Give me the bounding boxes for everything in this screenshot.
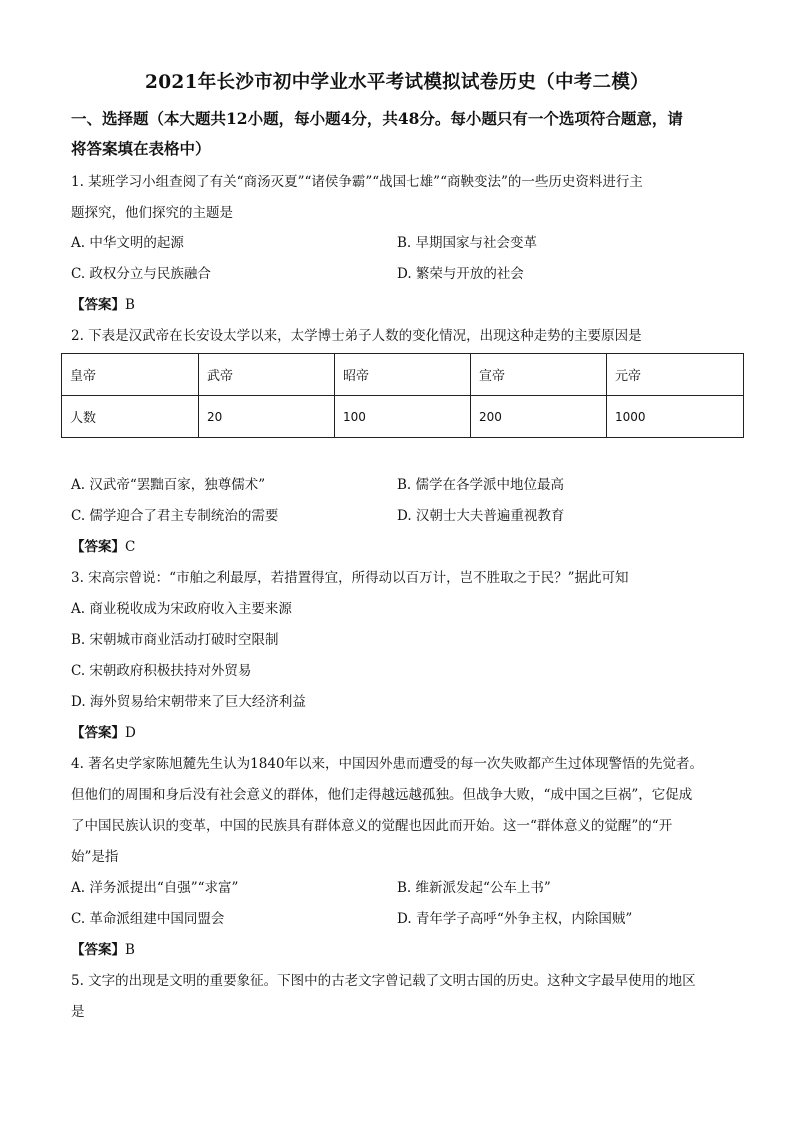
table-cell: 200	[471, 396, 607, 438]
table-header-cell: 昭帝	[335, 354, 471, 396]
q1-option-d: D. 繁荣与开放的社会	[397, 266, 524, 282]
q1-answer-value: B	[125, 297, 135, 313]
q4-stem-line3: 了中国民族认识的变革，中国的民族具有群体意义的觉醒也因此而开始。这一“群体意义的觉醒”的“开	[71, 818, 673, 834]
q3-stem-line1: 3. 宋高宗曾说：“市舶之利最厚，若措置得宜，所得动以百万计，岂不胜取之于民？”据此可知	[71, 570, 629, 586]
table-cell: 20	[199, 396, 335, 438]
table-header-cell: 皇帝	[62, 354, 199, 396]
q4-stem-line4: 始”是指	[71, 849, 119, 865]
q2-answer-label: 【答案】	[71, 539, 125, 555]
q2-answer-value: C	[125, 539, 136, 555]
q2-option-d: D. 汉朝士大夫普遍重视教育	[397, 508, 565, 524]
table-cell: 100	[335, 396, 471, 438]
q4-answer	[71, 940, 135, 960]
page-title: 2021年长沙市初中学业水平考试模拟试卷历史（中考二模）	[145, 72, 649, 93]
table-cell: 1000	[607, 396, 744, 438]
section-heading-line2: 将答案填在表格中）	[71, 139, 211, 158]
q5-stem-line1: 5. 文字的出现是文明的重要象征。下图中的古老文字曾记载了文明古国的历史。这种文字最早使用的地区	[71, 973, 696, 989]
q3-option-a: A. 商业税收成为宋政府收入主要来源	[71, 601, 292, 617]
q2-answer	[71, 537, 135, 557]
q2-option-a: A. 汉武帝“罢黜百家，独尊儒术”	[71, 477, 266, 493]
q1-stem-line2: 题探究，他们探究的主题是	[71, 205, 233, 221]
q1-answer-label: 【答案】	[71, 297, 125, 313]
q1-option-a: A. 中华文明的起源	[71, 235, 184, 251]
table-cell: 人数	[62, 396, 199, 438]
q3-answer	[71, 723, 136, 743]
q2-stem-line1: 2. 下表是汉武帝在长安设太学以来，太学博士弟子人数的变化情况，出现这种走势的主要原因是	[71, 328, 642, 344]
table-header-cell: 元帝	[607, 354, 744, 396]
q4-stem-line1: 4. 著名史学家陈旭麓先生认为1840年以来，中国因外患而遭受的每一次失败都产生过体现警悟的先觉者。	[71, 756, 704, 772]
section-heading-line1: 一、选择题（本大题共12小题，每小题4分，共48分。每小题只有一个选项符合题意，请	[71, 109, 683, 128]
q4-answer-label: 【答案】	[71, 942, 125, 958]
q2-table	[61, 353, 744, 438]
table-header-cell: 武帝	[199, 354, 335, 396]
q1-option-b: B. 早期国家与社会变革	[397, 235, 538, 251]
table-row	[62, 396, 744, 438]
q4-option-c: C. 革命派组建中国同盟会	[71, 911, 225, 927]
q5-stem-line2: 是	[71, 1004, 85, 1020]
q4-answer-value: B	[125, 942, 135, 958]
q4-option-d: D. 青年学子高呼“外争主权，内除国贼”	[397, 911, 633, 927]
q2-option-b: B. 儒学在各学派中地位最高	[397, 477, 565, 493]
q4-option-b: B. 维新派发起“公车上书”	[397, 880, 551, 896]
q3-answer-label: 【答案】	[71, 725, 125, 741]
q2-option-c: C. 儒学迎合了君主专制统治的需要	[71, 508, 279, 524]
q4-stem-line2: 但他们的周围和身后没有社会意义的群体，他们走得越远越孤独。但战争大败，“成中国之巨祸”，它促成	[71, 787, 693, 803]
q3-option-d: D. 海外贸易给宋朝带来了巨大经济利益	[71, 694, 306, 710]
table-row	[62, 354, 744, 396]
q1-answer	[71, 295, 135, 315]
q1-option-c: C. 政权分立与民族融合	[71, 266, 211, 282]
q3-answer-value: D	[125, 725, 136, 741]
table-header-cell: 宣帝	[471, 354, 607, 396]
q1-stem-line1: 1. 某班学习小组查阅了有关“商汤灭夏”“诸侯争霸”“战国七雄”“商鞅变法”的一些历史资料进行主	[71, 174, 643, 190]
q4-option-a: A. 洋务派提出“自强”“求富”	[71, 880, 239, 896]
q3-option-c: C. 宋朝政府积极扶持对外贸易	[71, 663, 252, 679]
q3-option-b: B. 宋朝城市商业活动打破时空限制	[71, 632, 279, 648]
